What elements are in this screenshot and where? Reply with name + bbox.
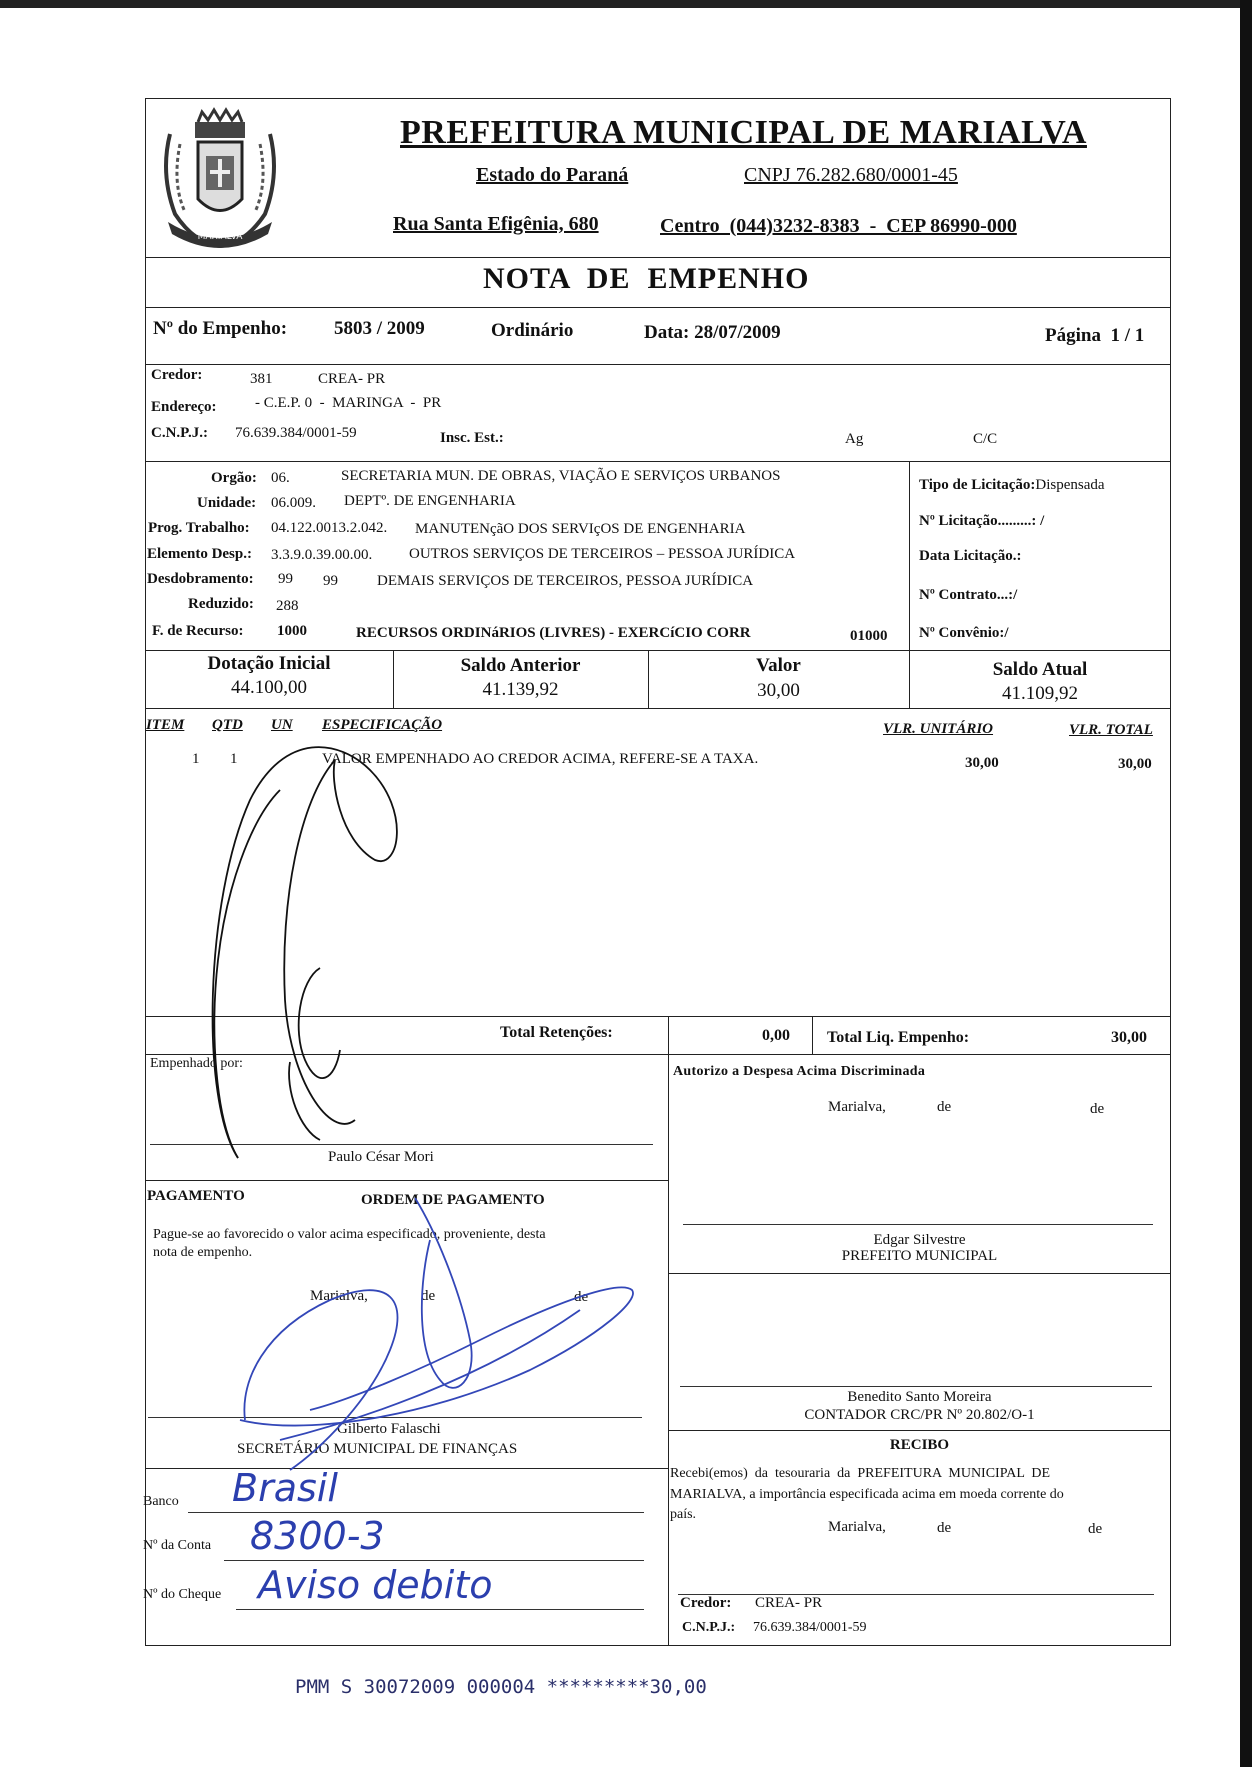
prefeito-name: Edgar Silvestre	[873, 1232, 966, 1248]
orgao-code: 06.	[271, 470, 290, 486]
credor-name: CREA- PR	[318, 371, 386, 387]
total-liquido-value: 30,00	[1111, 1029, 1147, 1046]
recurso-number: 01000	[850, 628, 888, 644]
recurso-desc: RECURSOS ORDINáRIOS (LIVRES) - EXERCíCIO CORR	[356, 625, 751, 641]
autorizo-label: Autorizo a Despesa Acima Discriminada	[673, 1064, 926, 1079]
autorizo-de-1: de	[937, 1099, 952, 1115]
col-vlr-total: VLR. TOTAL	[1069, 722, 1153, 738]
col-un: UN	[271, 717, 293, 733]
banco-value: Brasil	[232, 1466, 338, 1510]
credor-label: Credor:	[151, 367, 203, 383]
empenho-number-label: Nº do Empenho:	[153, 318, 288, 339]
coat-of-arms-banner: MARIALVA	[197, 232, 243, 242]
total-retencoes-label: Total Retenções:	[500, 1024, 613, 1041]
recibo-credor: CREA- PR	[755, 1595, 823, 1611]
prog-trabalho-label: Prog. Trabalho:	[148, 520, 250, 536]
recibo-text-line-1: Recebi(emos) da tesouraria da PREFEITURA MUNICIPAL DE	[670, 1466, 1051, 1481]
recurso-label: F. de Recurso:	[152, 623, 244, 639]
recibo-de-2: de	[1088, 1521, 1103, 1537]
empenho-number: 5803 / 2009	[334, 318, 425, 339]
empenhado-por-name: Paulo César Mori	[328, 1149, 434, 1165]
table-row-vlr-unitario: 30,00	[965, 755, 999, 771]
orgao-desc: SECRETARIA MUN. DE OBRAS, VIAÇÃO E SERVIÇOS URBANOS	[341, 468, 781, 484]
recurso-code: 1000	[277, 623, 307, 639]
col-qtd: QTD	[212, 717, 243, 733]
empenho-date: Data: 28/07/2009	[644, 322, 781, 343]
reduzido-label: Reduzido:	[188, 596, 254, 612]
saldo-atual-value: 41.109,92	[1002, 683, 1078, 704]
numero-contrato: Nº Contrato...:/	[919, 587, 1018, 603]
recibo-text-line-3: país.	[670, 1507, 697, 1522]
page-title: PREFEITURA MUNICIPAL DE MARIALVA	[400, 114, 1087, 151]
contador-name: Benedito Santo Moreira	[847, 1389, 992, 1405]
unidade-desc: DEPTº. DE ENGENHARIA	[344, 493, 516, 509]
table-row-vlr-total: 30,00	[1118, 756, 1152, 772]
data-licitacao: Data Licitação.:	[919, 548, 1022, 564]
secretario-cargo: SECRETÁRIO MUNICIPAL DE FINANÇAS	[237, 1441, 518, 1457]
credor-address: - C.E.P. 0 - MARINGA - PR	[255, 395, 442, 411]
empenhado-por-label: Empenhado por:	[150, 1056, 243, 1071]
credor-code: 381	[250, 371, 273, 387]
conta-value: 8300-3	[250, 1514, 385, 1558]
empenho-type: Ordinário	[491, 320, 574, 341]
unidade-label: Unidade:	[197, 495, 257, 511]
reduzido-value: 288	[276, 598, 299, 614]
dotacao-inicial-label: Dotação Inicial	[207, 653, 331, 674]
gilberto-signature	[240, 1198, 633, 1470]
autorizo-local: Marialva,	[828, 1099, 886, 1115]
elemento-label: Elemento Desp.:	[147, 546, 252, 562]
tipo-licitacao-label: Tipo de Licitação:	[919, 477, 1036, 493]
desdobramento-desc: DEMAIS SERVIÇOS DE TERCEIROS, PESSOA JURÍDICA	[377, 573, 754, 589]
address-contact: Centro (044)3232-8383 - CEP 86990-000	[660, 215, 1017, 237]
pagamento-text-line-1: Pague-se ao favorecido o valor acima especificado, proveniente, desta	[153, 1227, 546, 1242]
municipality-cnpj: CNPJ 76.282.680/0001-45	[744, 164, 958, 186]
credor-cnpj: 76.639.384/0001-59	[235, 425, 357, 441]
saldo-anterior-label: Saldo Anterior	[460, 655, 581, 676]
recibo-de-1: de	[937, 1520, 952, 1536]
tipo-licitacao-value: Dispensada	[1035, 477, 1105, 493]
address: Rua Santa Efigênia, 680	[393, 213, 599, 235]
autorizo-de-2: de	[1090, 1101, 1105, 1117]
recibo-text-line-2: MARIALVA, a importância especificada acima em moeda corrente do	[670, 1487, 1064, 1502]
saldo-anterior-value: 41.139,92	[482, 679, 559, 700]
recibo-local: Marialva,	[828, 1519, 886, 1535]
pagamento-local: Marialva,	[310, 1288, 368, 1304]
recibo-cnpj: 76.639.384/0001-59	[753, 1620, 867, 1635]
banco-label: Banco	[143, 1494, 179, 1509]
col-vlr-unitario: VLR. UNITÁRIO	[883, 721, 994, 737]
unidade-code: 06.009.	[271, 495, 316, 511]
payment-stamp: PMM S 30072009 000004 *********30,00	[295, 1676, 707, 1698]
conta-label: Nº da Conta	[143, 1538, 212, 1553]
elemento-code: 3.3.9.0.39.00.00.	[271, 547, 373, 563]
prog-trabalho-desc: MANUTENçãO DOS SERVIçOS DE ENGENHARIA	[415, 521, 746, 537]
prefeito-cargo: PREFEITO MUNICIPAL	[841, 1248, 998, 1264]
desdobramento-code-1: 99	[278, 571, 293, 587]
col-especificacao: ESPECIFICAÇÃO	[322, 717, 443, 733]
numero-licitacao: Nº Licitação.........: /	[919, 513, 1045, 529]
table-row-item: 1	[192, 751, 200, 767]
total-liquido-label: Total Liq. Empenho:	[827, 1029, 970, 1046]
state-name: Estado do Paraná	[476, 164, 629, 186]
saldo-atual-label: Saldo Atual	[992, 659, 1088, 680]
desdobramento-label: Desdobramento:	[147, 571, 254, 587]
page-number: Página 1 / 1	[1045, 325, 1145, 346]
cheque-label: Nº do Cheque	[143, 1587, 222, 1602]
desdobramento-code-2: 99	[323, 573, 338, 589]
paulo-signature	[213, 747, 397, 1158]
prog-trabalho-code: 04.122.0013.2.042.	[271, 520, 388, 536]
elemento-desc: OUTROS SERVIÇOS DE TERCEIROS – PESSOA JURÍDICA	[409, 546, 796, 562]
ordem-pagamento-label: ORDEM DE PAGAMENTO	[361, 1192, 545, 1208]
dotacao-inicial-value: 44.100,00	[231, 677, 307, 698]
pagamento-de-1: de	[421, 1288, 436, 1304]
insc-est-label: Insc. Est.:	[440, 430, 504, 446]
cheque-value: Aviso debito	[258, 1563, 493, 1607]
endereco-label: Endereço:	[151, 399, 217, 415]
pagamento-de-2: de	[574, 1289, 589, 1305]
table-row-qtd: 1	[230, 751, 238, 767]
recibo-cnpj-label: C.N.P.J.:	[682, 1620, 736, 1635]
col-item: ITEM	[146, 717, 185, 733]
orgao-label: Orgão:	[211, 470, 257, 486]
pagamento-text-line-2: nota de empenho.	[153, 1245, 253, 1260]
recibo-credor-label: Credor:	[680, 1595, 732, 1611]
recibo-label: RECIBO	[889, 1437, 950, 1453]
document-title: NOTA DE EMPENHO	[483, 262, 810, 295]
contador-cargo: CONTADOR CRC/PR Nº 20.802/O-1	[804, 1407, 1035, 1423]
valor-value: 30,00	[757, 680, 800, 701]
table-row-especificacao: VALOR EMPENHADO AO CREDOR ACIMA, REFERE-SE A TAXA.	[322, 751, 759, 767]
conta-corrente-label: C/C	[973, 431, 998, 447]
numero-convenio: Nº Convênio:/	[919, 625, 1009, 641]
total-retencoes-value: 0,00	[762, 1027, 790, 1044]
valor-label: Valor	[756, 655, 801, 676]
pagamento-label: PAGAMENTO	[147, 1188, 245, 1204]
credor-cnpj-label: C.N.P.J.:	[151, 425, 208, 441]
agencia-label: Ag	[845, 431, 864, 447]
secretario-name: Gilberto Falaschi	[337, 1421, 441, 1437]
